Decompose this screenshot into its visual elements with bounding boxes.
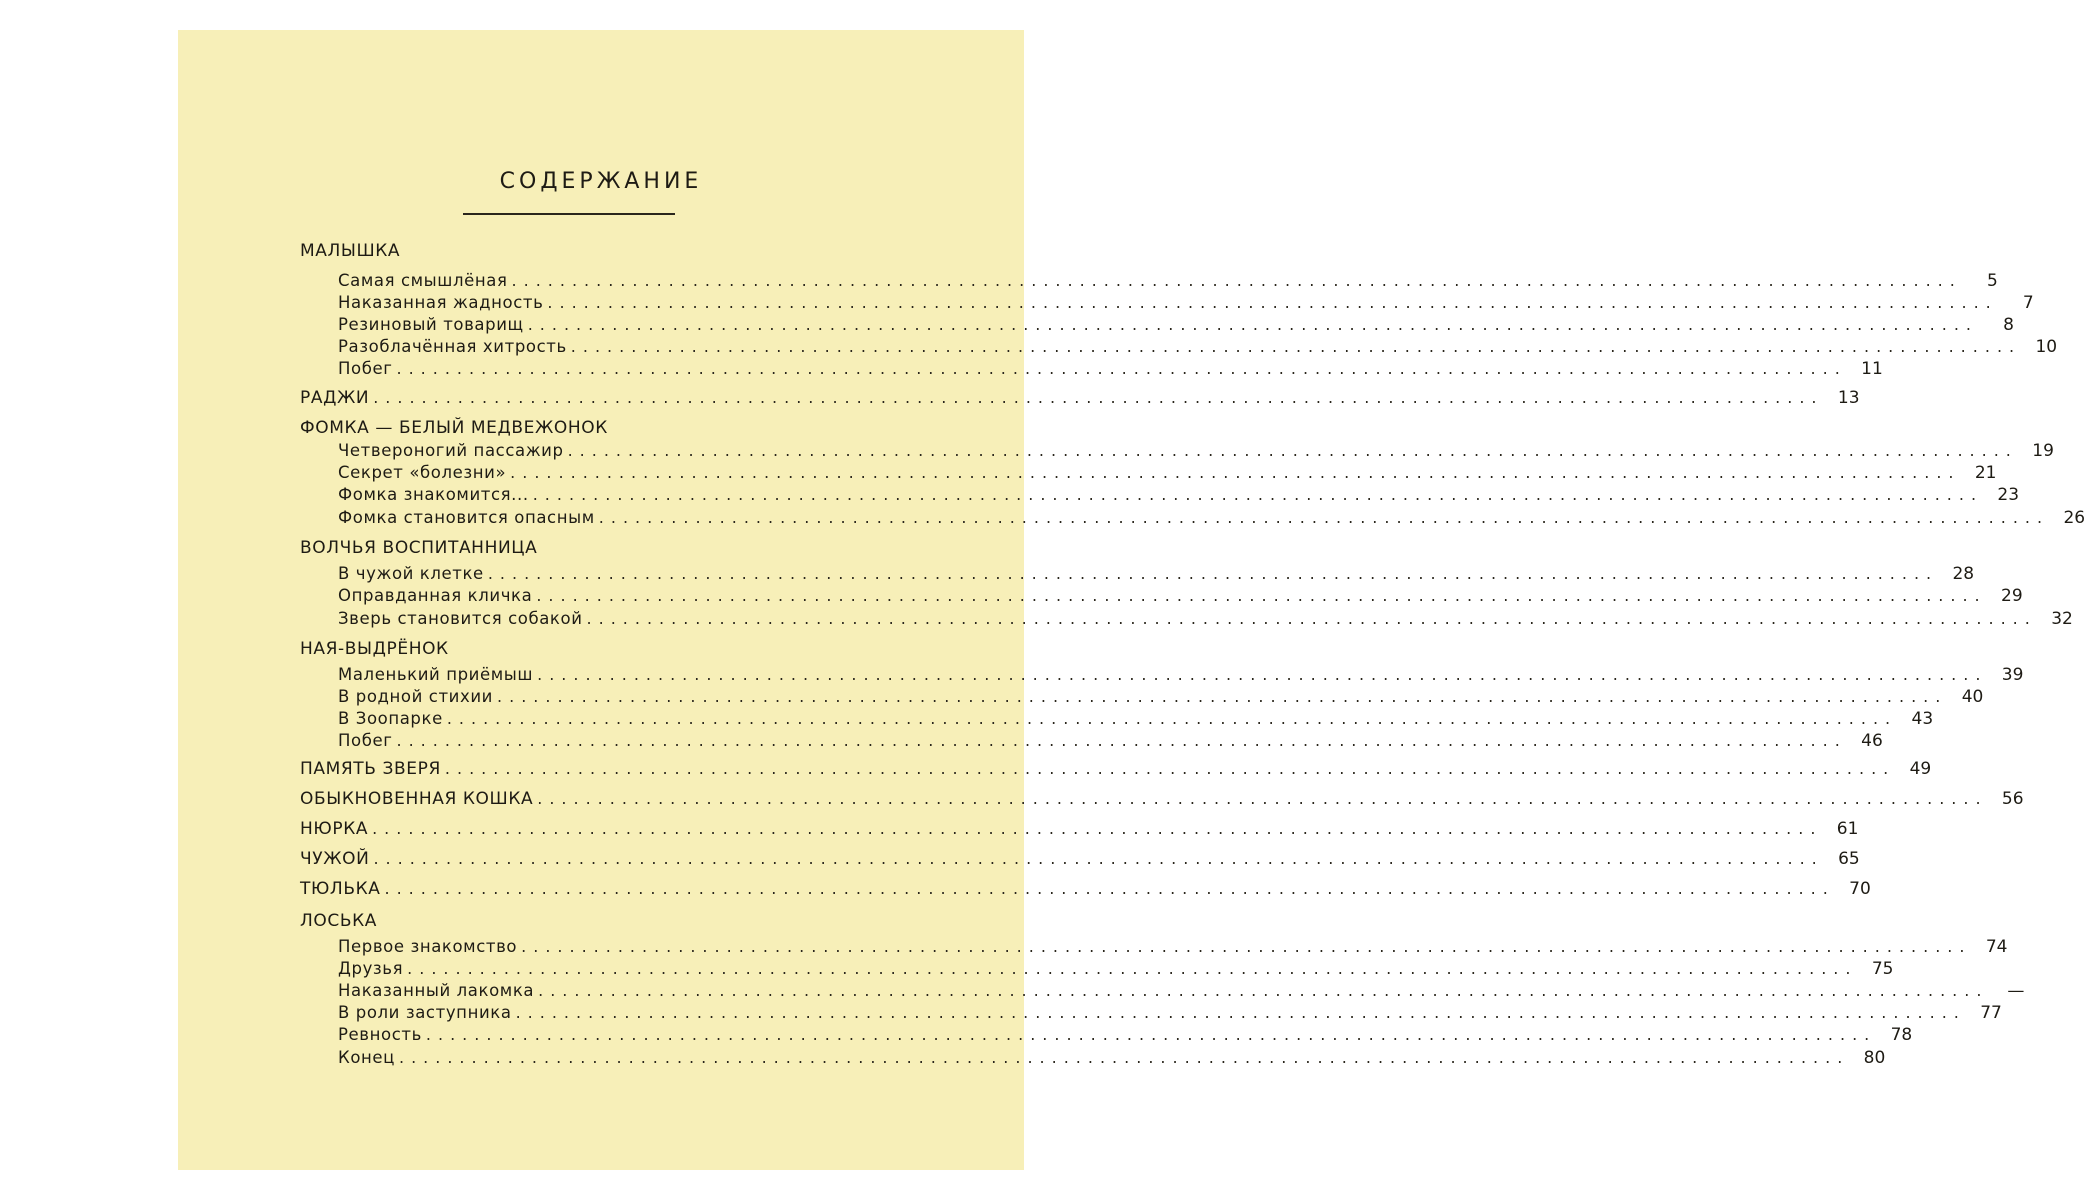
toc-entry-title: Маленький приёмыш: [338, 665, 534, 684]
toc-leader-dots: ........................................................................................................................: [396, 731, 1847, 750]
toc-page-number: 19: [2032, 441, 2054, 461]
toc-chapter-row: [300, 848, 1860, 870]
toc-entry-title: ЛОСЬКА: [300, 911, 377, 931]
toc-leader-dots: ........................................................................................................................: [384, 879, 1835, 898]
toc-subchapter-row: [300, 664, 2024, 686]
title-underline: [463, 213, 675, 215]
toc-chapter-row: [300, 818, 1859, 840]
toc-page-number: 77: [1980, 1003, 2002, 1023]
toc-leader-dots: ........................................................................................................................: [497, 687, 1948, 706]
toc-chapter-row: [300, 240, 832, 262]
toc-leader-dots: ........................................................................................................................: [515, 1003, 1966, 1022]
toc-entry-title: ФОМКА — БЕЛЫЙ МЕДВЕЖОНОК: [300, 418, 608, 438]
toc-subchapter-row: [300, 484, 2020, 506]
book-page: [178, 30, 2085, 1170]
toc-subchapter-row: [300, 336, 2058, 358]
toc-leader-dots: ........................................................................................................................: [586, 609, 2037, 628]
toc-leader-dots: ........................................................................................................................: [510, 463, 1961, 482]
toc-entry-title: В чужой клетке: [338, 564, 484, 583]
toc-page-number: 13: [1837, 388, 1860, 408]
toc-entry-title: В Зоопарке: [338, 709, 443, 728]
toc-entry-title: Наказанная жадность: [338, 293, 544, 312]
toc-entry-title: ЧУЖОЙ: [300, 849, 370, 869]
toc-leader-dots: ........................................................................................................................: [446, 709, 1898, 728]
toc-entry-title: Побег: [338, 731, 393, 750]
toc-subchapter-row: [300, 936, 2008, 958]
toc-leader-dots: ........................................................................................................................: [407, 959, 1858, 978]
toc-page-number: 80: [1863, 1048, 1886, 1068]
toc-entry-title: ТЮЛЬКА: [300, 879, 381, 899]
toc-subchapter-row: [300, 980, 2025, 1002]
toc-entry-title: В родной стихии: [338, 687, 494, 706]
toc-leader-dots: ........................................................................................................................: [511, 271, 1962, 290]
toc-entry-title: ПАМЯТЬ ЗВЕРЯ: [300, 759, 441, 779]
toc-page-number: 8: [2003, 315, 2014, 335]
toc-entry-title: Фомка знакомится...: [338, 485, 529, 504]
toc-entry-title: Разоблачённая хитрость: [338, 337, 567, 356]
toc-subchapter-row: [300, 314, 2014, 336]
toc-leader-dots: ........................................................................................................................: [425, 1025, 1877, 1044]
toc-chapter-row: [300, 878, 1871, 900]
toc-page-number: 43: [1911, 709, 1934, 729]
toc-entry-title: В роли заступника: [338, 1003, 512, 1022]
toc-page-number: 46: [1861, 731, 1883, 751]
toc-entry-title: Первое знакомство: [338, 937, 518, 956]
toc-entry-title: Ревность: [338, 1025, 422, 1044]
toc-subchapter-row: [300, 608, 2073, 630]
toc-leader-dots: ........................................................................................................................: [373, 388, 1824, 407]
toc-page-number: 10: [2035, 337, 2058, 357]
toc-leader-dots: ........................................................................................................................: [527, 315, 1978, 334]
toc-subchapter-row: [300, 958, 1894, 980]
toc-entry-title: НЮРКА: [300, 819, 369, 839]
toc-subchapter-row: [300, 730, 1883, 752]
toc-entry-title: Наказанный лакомка: [338, 981, 535, 1000]
toc-entry-title: Самая смышлёная: [338, 271, 508, 290]
toc-page-number: 40: [1961, 687, 1984, 707]
toc-subchapter-row: [300, 686, 1984, 708]
toc-leader-dots: ........................................................................................................................: [537, 789, 1988, 808]
toc-entry-title: ВОЛЧЬЯ ВОСПИТАННИЦА: [300, 538, 538, 558]
toc-chapter-row: [300, 910, 832, 932]
toc-entry-title: Резиновый товарищ: [338, 315, 524, 334]
toc-page-number: 74: [1985, 937, 2008, 957]
toc-leader-dots: ........................................................................................................................: [598, 508, 2050, 527]
toc-page-number: 28: [1952, 564, 1975, 584]
toc-chapter-row: [300, 638, 832, 660]
toc-page-number: 56: [2001, 789, 2024, 809]
toc-entry-title: НАЯ-ВЫДРЁНОК: [300, 639, 449, 659]
toc-chapter-row: [300, 788, 2024, 810]
toc-chapter-row: [300, 758, 1932, 780]
toc-subchapter-row: [300, 1024, 1913, 1046]
toc-page-number: 70: [1849, 879, 1871, 899]
toc-page-number: 23: [1997, 485, 2020, 505]
toc-leader-dots: ........................................................................................................................: [396, 359, 1847, 378]
toc-entry-title: ОБЫКНОВЕННАЯ КОШКА: [300, 789, 534, 809]
toc-subchapter-row: [300, 440, 2054, 462]
toc-subchapter-row: [300, 292, 2034, 314]
toc-subchapter-row: [300, 270, 1998, 292]
toc-subchapter-row: [300, 462, 1997, 484]
toc-leader-dots: ........................................................................................................................: [521, 937, 1972, 956]
toc-page-number: 29: [2001, 586, 2023, 606]
toc-chapter-row: [300, 387, 1860, 409]
toc-subchapter-row: [300, 1047, 1886, 1069]
toc-page-number: —: [2007, 981, 2025, 1001]
toc-subchapter-row: [300, 358, 1883, 380]
toc-page-number: 75: [1871, 959, 1894, 979]
toc-leader-dots: ........................................................................................................................: [444, 759, 1896, 778]
toc-entry-title: Конец: [338, 1048, 395, 1067]
toc-entry-title: Секрет «болезни»: [338, 463, 507, 482]
toc-entry-title: Фомка становится опасным: [338, 508, 595, 527]
toc-leader-dots: ........................................................................................................................: [537, 665, 1988, 684]
toc-chapter-row: [300, 417, 832, 439]
toc-leader-dots: ........................................................................................................................: [570, 337, 2022, 356]
toc-subchapter-row: [300, 585, 2023, 607]
toc-page-number: 26: [2063, 508, 2085, 528]
toc-entry-title: Четвероногий пассажир: [338, 441, 564, 460]
toc-leader-dots: ........................................................................................................................: [398, 1048, 1850, 1067]
toc-entry-title: МАЛЫШКА: [300, 241, 401, 261]
toc-leader-dots: ........................................................................................................................: [547, 293, 1998, 312]
toc-page-number: 11: [1861, 359, 1883, 379]
toc-entry-title: Друзья: [338, 959, 404, 978]
toc-subchapter-row: [300, 1002, 2002, 1024]
toc-leader-dots: ........................................................................................................................: [567, 441, 2018, 460]
toc-subchapter-row: [300, 708, 1934, 730]
toc-subchapter-row: [300, 507, 2085, 529]
toc-page-number: 78: [1890, 1025, 1913, 1045]
toc-page-number: 39: [2001, 665, 2024, 685]
toc-subchapter-row: [300, 563, 1975, 585]
toc-title: СОДЕРЖАНИЕ: [499, 169, 703, 194]
toc-leader-dots: ........................................................................................................................: [372, 819, 1823, 838]
toc-entry-title: Зверь становится собакой: [338, 609, 583, 628]
toc-page-number: 21: [1974, 463, 1997, 483]
toc-leader-dots: ........................................................................................................................: [373, 849, 1824, 868]
toc-leader-dots: ........................................................................................................................: [487, 564, 1939, 583]
toc-page-number: 32: [2051, 609, 2073, 629]
toc-entry-title: РАДЖИ: [300, 388, 370, 408]
toc-page-number: 5: [1987, 271, 1998, 291]
toc-leader-dots: ........................................................................................................................: [536, 586, 1987, 605]
toc-page-number: 49: [1909, 759, 1932, 779]
toc-page-number: 7: [2022, 293, 2034, 313]
toc-leader-dots: ........................................................................................................................: [538, 981, 1989, 1000]
toc-chapter-row: [300, 537, 832, 559]
toc-entry-title: Оправданная кличка: [338, 586, 533, 605]
toc-page-number: 65: [1838, 849, 1860, 869]
toc-page-number: 61: [1836, 819, 1859, 839]
toc-entry-title: Побег: [338, 359, 393, 378]
toc-leader-dots: ........................................................................................................................: [532, 485, 1984, 504]
